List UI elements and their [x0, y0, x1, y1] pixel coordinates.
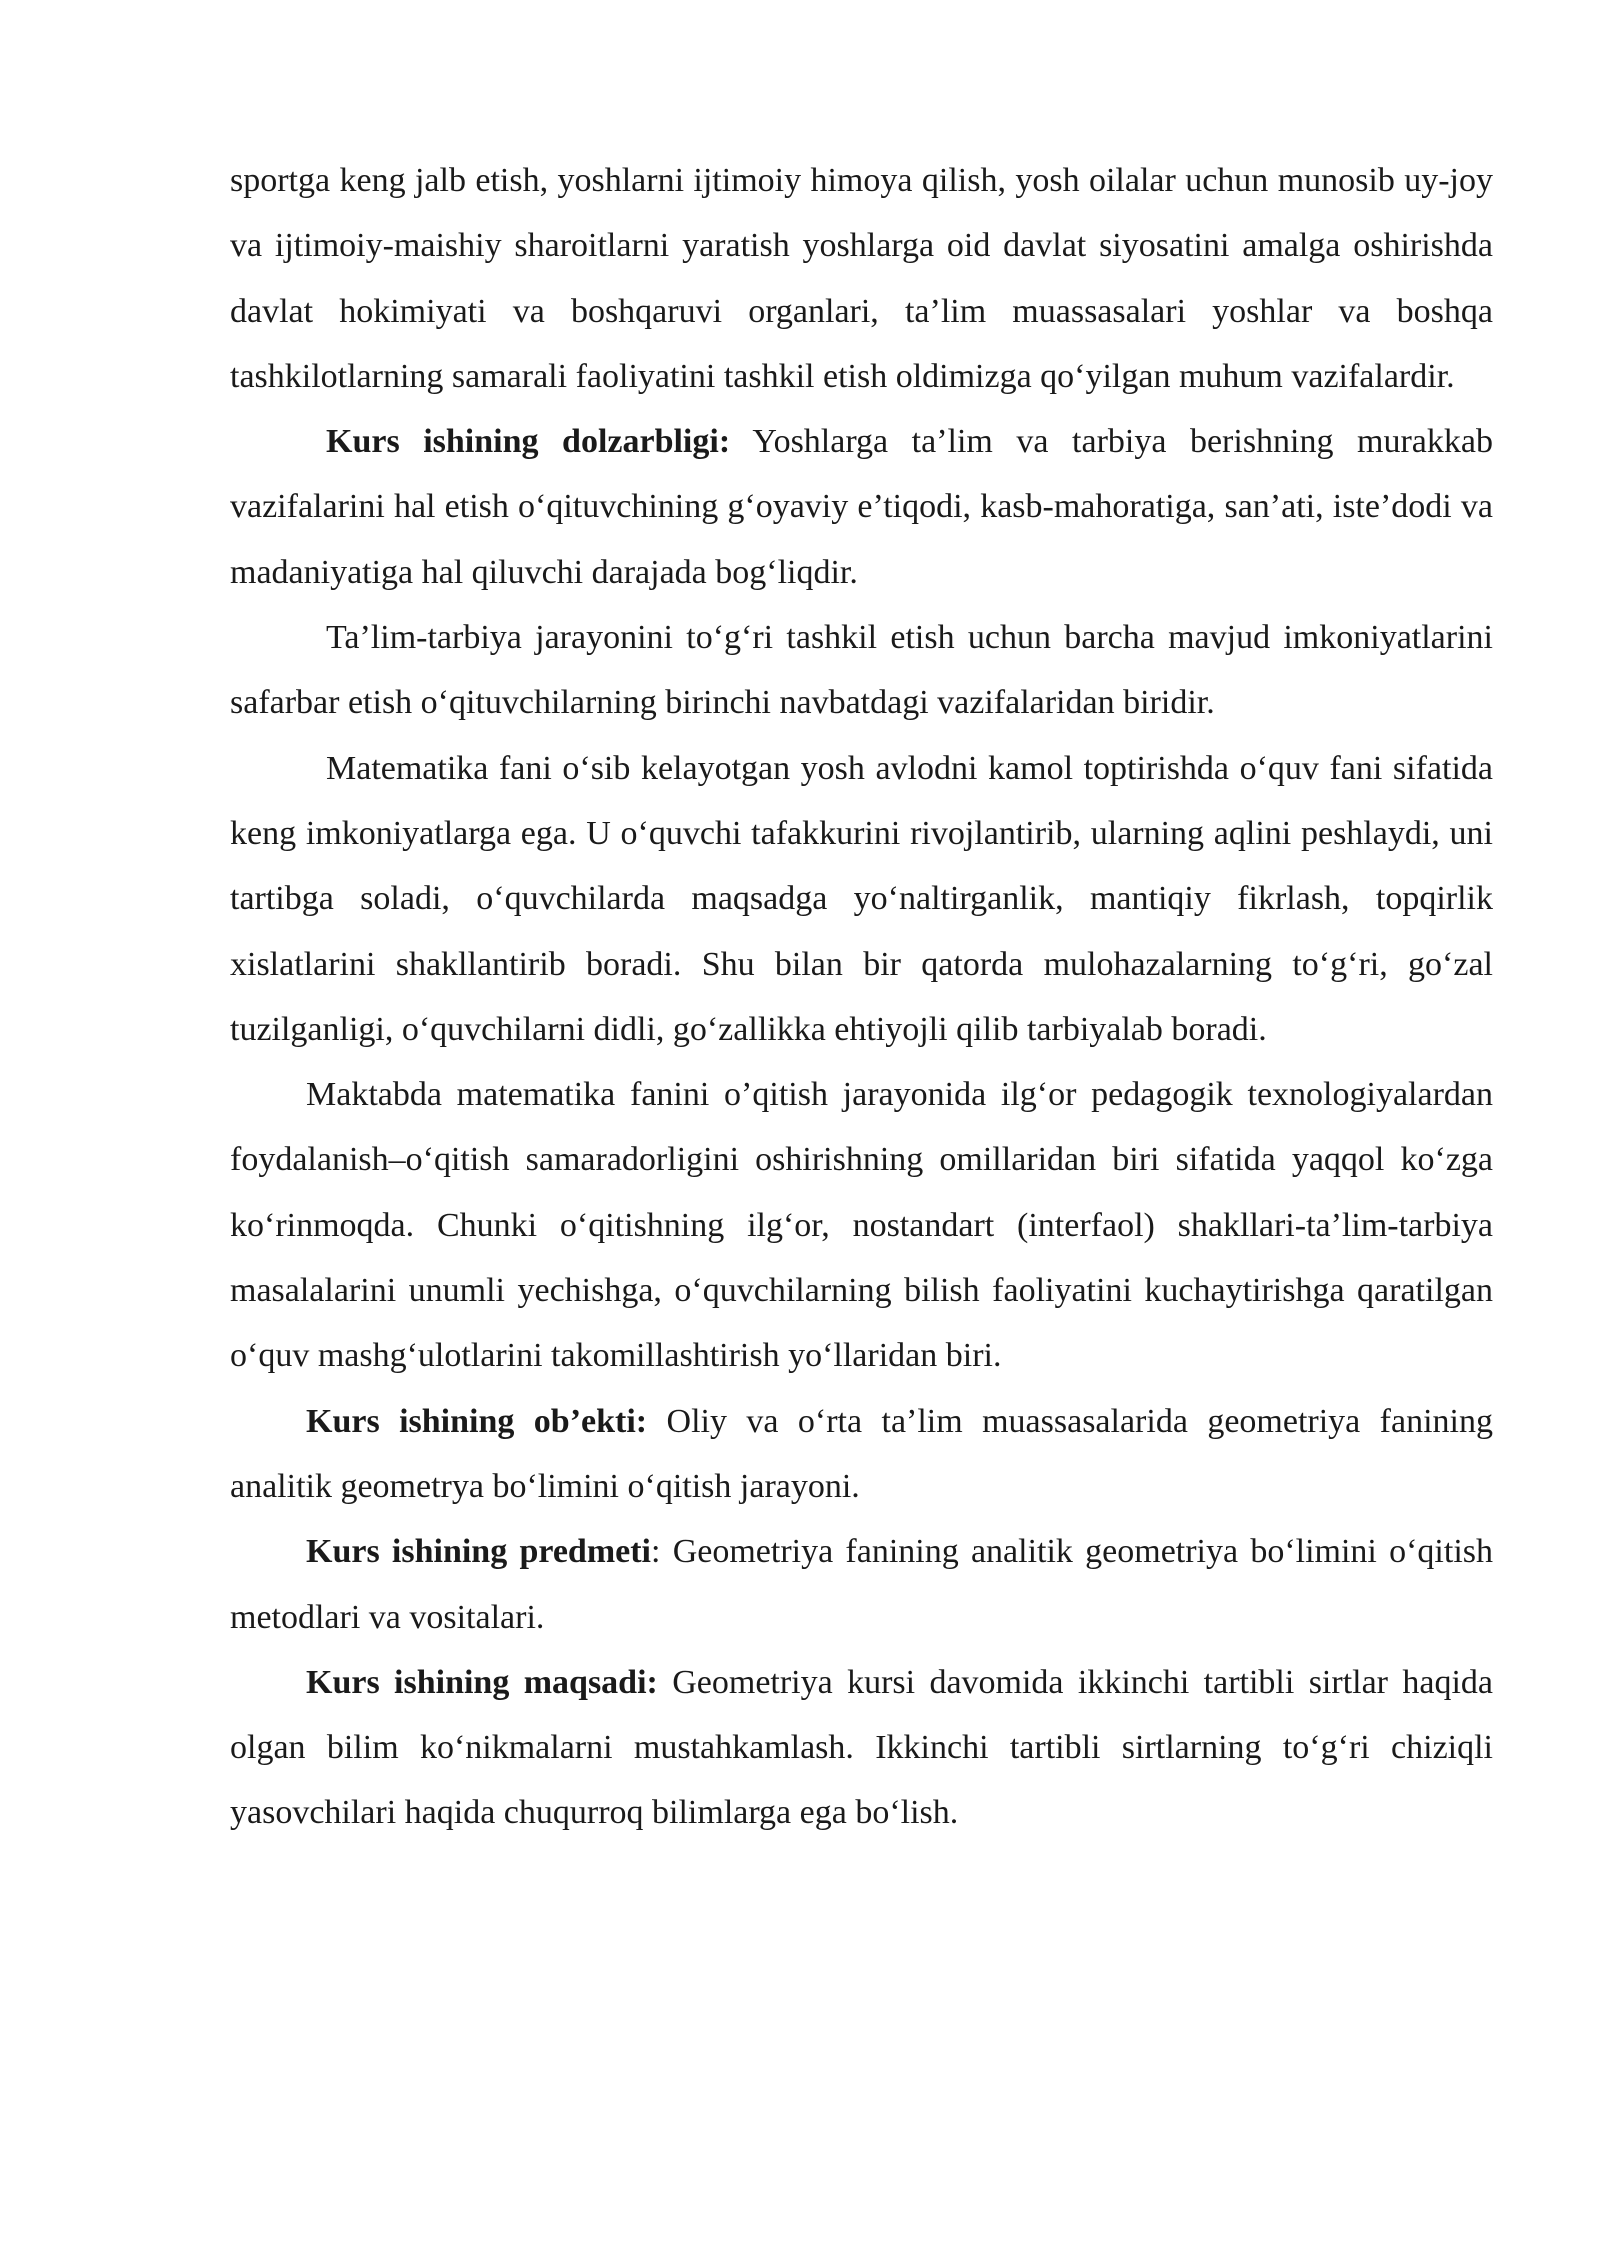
paragraph-text: : Geometriya fanining analitik geometriya bo‘limini o‘qitish metodlari va vositalari. — [230, 1533, 1493, 1636]
paragraph-school-mathematics — [230, 1062, 1493, 1388]
paragraph-relevance — [230, 409, 1493, 605]
paragraph-subject — [230, 1519, 1493, 1650]
paragraph-text: Oliy va o‘rta ta’lim muassasalarida geometriya fanining analitik geometrya bo‘limini o‘qitish jarayoni. — [230, 1402, 1493, 1505]
paragraph-text: sportga keng jalb etish, yoshlarni ijtimoiy himoya qilish, yosh oilalar uchun munosib uy-joy va ijtimoiy-maishiy sharoitlarni yaratish yoshlarga oid davlat siyosatini amalga oshirishda davlat hokimiyati va boshqaruvi organlari, ta’lim muassasalari yoshlar va boshqa tashkilotlarning samarali faoliyatini tashkil etish oldimizga qo‘yilgan muhum vazifalardir. — [230, 162, 1493, 395]
paragraph-text: Ta’lim-tarbiya jarayonini to‘g‘ri tashkil etish uchun barcha mavjud imkoniyatlarini safarbar etish o‘qituvchilarning birinchi navbatdagi vazifalaridan biridir. — [230, 619, 1493, 722]
paragraph-intro-continuation — [230, 148, 1493, 409]
paragraph-mathematics-subject — [230, 736, 1493, 1062]
paragraph-text: Geometriya kursi davomida ikkinchi tartibli sirtlar haqida olgan bilim ko‘nikmalarni mustahkamlash. Ikkinchi tartibli sirtlarning to‘g‘ri chiziqli yasovchilari haqida chuqurroq bilimlarga ega bo‘lish. — [230, 1663, 1493, 1832]
paragraph-goal — [230, 1650, 1493, 1846]
relevance-heading: Kurs ishining dolzarbligi: — [326, 423, 731, 461]
subject-heading: Kurs ishining predmeti — [306, 1533, 652, 1571]
document-body — [230, 148, 1493, 1846]
paragraph-object — [230, 1389, 1493, 1520]
paragraph-text: Matematika fani o‘sib kelayotgan yosh avlodni kamol toptirishda o‘quv fani sifatida keng imkoniyatlarga ega. U o‘quvchi tafakkurini rivojlantirib, ularning aqlini peshlaydi, uni tartibga soladi, o‘quvchilarda maqsadga yo‘naltirganlik, mantiqiy fikrlash, topqirlik xislatlarini shakllantirib boradi. Shu bilan bir qatorda mulohazalarning to‘g‘ri, go‘zal tuzilganligi, o‘quvchilarni didli, go‘zallikka ehtiyojli qilib tarbiyalab boradi. — [230, 749, 1493, 1048]
object-heading: Kurs ishining ob’ekti: — [306, 1402, 648, 1440]
goal-heading: Kurs ishining maqsadi: — [306, 1663, 658, 1701]
paragraph-education-organization — [230, 605, 1493, 736]
paragraph-text: Maktabda matematika fanini o’qitish jarayonida ilg‘or pedagogik texnologiyalardan foydalanish–o‘qitish samaradorligini oshirishning omillaridan biri sifatida yaqqol ko‘zga ko‘rinmoqda. Chunki o‘qitishning ilg‘or, nostandart (interfaol) shakllari-ta’lim-tarbiya masalalarini unumli yechishga, o‘quvchilarning bilish faoliyatini kuchaytirishga qaratilgan o‘quv mashg‘ulotlarini takomillashtirish yo‘llaridan biri. — [230, 1076, 1493, 1375]
paragraph-text: Yoshlarga ta’lim va tarbiya berishning murakkab vazifalarini hal etish o‘qituvchining g‘oyaviy e’tiqodi, kasb-mahoratiga, san’ati, iste’dodi va madaniyatiga hal qiluvchi darajada bog‘liqdir. — [230, 423, 1493, 591]
